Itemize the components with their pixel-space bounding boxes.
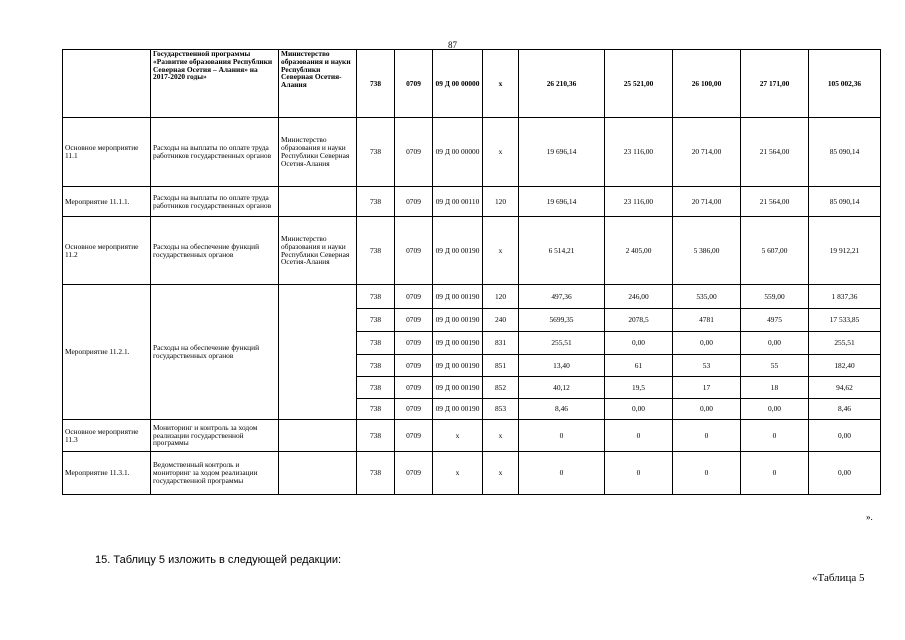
table-row [63, 187, 881, 217]
cell-event-name: Мониторинг и контроль за ходом реализации государственной программы [151, 420, 279, 452]
cell-rzpr: 0709 [395, 217, 433, 285]
cell-2017: 19 696,14 [519, 187, 605, 217]
cell-2017: 6 514,21 [519, 217, 605, 285]
cell-executor: Министерство образования и науки Республики Северная Осетия-Алания [279, 118, 357, 187]
cell-total: 85 090,14 [809, 187, 881, 217]
cell-2019: 0,00 [673, 399, 741, 420]
cell-executor [279, 187, 357, 217]
cell-vr: х [483, 50, 519, 118]
cell-event-name: Расходы на выплаты по оплате труда работников государственных органов [151, 118, 279, 187]
cell-vr: 831 [483, 332, 519, 355]
cell-vr: х [483, 118, 519, 187]
cell-2017: 255,51 [519, 332, 605, 355]
cell-total: 85 090,14 [809, 118, 881, 187]
cell-2018: 2 405,00 [605, 217, 673, 285]
cell-total: 255,51 [809, 332, 881, 355]
cell-executor [279, 420, 357, 452]
cell-grbs: 738 [357, 50, 395, 118]
cell-2018: 0,00 [605, 399, 673, 420]
cell-vr: х [483, 452, 519, 495]
cell-vr: 852 [483, 377, 519, 399]
cell-2018: 2078,5 [605, 309, 673, 332]
cell-vr: 120 [483, 187, 519, 217]
cell-grbs: 738 [357, 309, 395, 332]
cell-2019: 0 [673, 452, 741, 495]
cell-2020: 55 [741, 355, 809, 377]
cell-rzpr: 0709 [395, 399, 433, 420]
cell-2019: 17 [673, 377, 741, 399]
cell-2020: 0,00 [741, 332, 809, 355]
cell-2017: 0 [519, 420, 605, 452]
cell-2019: 20 714,00 [673, 118, 741, 187]
cell-executor [279, 452, 357, 495]
cell-rzpr: 0709 [395, 285, 433, 309]
cell-2019: 20 714,00 [673, 187, 741, 217]
cell-grbs: 738 [357, 377, 395, 399]
cell-grbs: 738 [357, 187, 395, 217]
cell-2019: 0 [673, 420, 741, 452]
cell-grbs: 738 [357, 420, 395, 452]
cell-csr: 09 Д 00 00190 [433, 217, 483, 285]
cell-2020: 0 [741, 452, 809, 495]
cell-executor: Министерство образования и науки Республики Северная Осетия-Алания [279, 50, 357, 118]
cell-event-name: Ведомственный контроль и мониторинг за ходом реализации государственной программы [151, 452, 279, 495]
cell-csr: х [433, 420, 483, 452]
cell-total: 0,00 [809, 452, 881, 495]
cell-2019: 0,00 [673, 332, 741, 355]
cell-csr: 09 Д 00 00190 [433, 377, 483, 399]
cell-status: Основное мероприятие 11.1 [63, 118, 151, 187]
cell-2020: 21 564,00 [741, 187, 809, 217]
cell-2019: 5 386,00 [673, 217, 741, 285]
cell-grbs: 738 [357, 118, 395, 187]
cell-2020: 0,00 [741, 399, 809, 420]
cell-grbs: 738 [357, 217, 395, 285]
cell-2019: 535,00 [673, 285, 741, 309]
cell-vr: 851 [483, 355, 519, 377]
cell-2017: 40,12 [519, 377, 605, 399]
cell-rzpr: 0709 [395, 187, 433, 217]
cell-2018: 25 521,00 [605, 50, 673, 118]
cell-rzpr: 0709 [395, 377, 433, 399]
cell-2018: 0 [605, 420, 673, 452]
cell-2020: 18 [741, 377, 809, 399]
cell-grbs: 738 [357, 355, 395, 377]
cell-2020: 559,00 [741, 285, 809, 309]
cell-csr: 09 Д 00 00190 [433, 332, 483, 355]
cell-2020: 27 171,00 [741, 50, 809, 118]
amendment-text: 15. Таблицу 5 изложить в следующей редакции: [95, 554, 342, 566]
cell-grbs: 738 [357, 285, 395, 309]
cell-2017: 8,46 [519, 399, 605, 420]
closing-quote: ». [866, 512, 873, 522]
cell-2017: 26 210,36 [519, 50, 605, 118]
cell-grbs: 738 [357, 332, 395, 355]
cell-2019: 53 [673, 355, 741, 377]
cell-2020: 4975 [741, 309, 809, 332]
cell-2020: 0 [741, 420, 809, 452]
cell-total: 105 002,36 [809, 50, 881, 118]
cell-status: Мероприятие 11.3.1. [63, 452, 151, 495]
cell-2018: 23 116,00 [605, 187, 673, 217]
cell-2018: 61 [605, 355, 673, 377]
cell-vr: 120 [483, 285, 519, 309]
cell-vr: х [483, 420, 519, 452]
cell-total: 17 533,85 [809, 309, 881, 332]
table-row [63, 118, 881, 187]
cell-2017: 13,40 [519, 355, 605, 377]
table-row-program [63, 50, 881, 118]
cell-csr: 09 Д 00 00190 [433, 309, 483, 332]
cell-2020: 21 564,00 [741, 118, 809, 187]
cell-2019: 4781 [673, 309, 741, 332]
cell-2017: 0 [519, 452, 605, 495]
cell-2017: 497,36 [519, 285, 605, 309]
cell-rzpr: 0709 [395, 332, 433, 355]
cell-2018: 19,5 [605, 377, 673, 399]
cell-2018: 0,00 [605, 332, 673, 355]
cell-2019: 26 100,00 [673, 50, 741, 118]
cell-total: 19 912,21 [809, 217, 881, 285]
cell-status: Основное мероприятие 11.3 [63, 420, 151, 452]
cell-2020: 5 607,00 [741, 217, 809, 285]
cell-grbs: 738 [357, 399, 395, 420]
page-number: 87 [448, 40, 457, 50]
cell-csr: 09 Д 00 00000 [433, 118, 483, 187]
cell-rzpr: 0709 [395, 420, 433, 452]
cell-grbs: 738 [357, 452, 395, 495]
cell-executor [279, 285, 357, 420]
cell-csr: 09 Д 00 00000 [433, 50, 483, 118]
cell-csr: 09 Д 00 00190 [433, 355, 483, 377]
cell-rzpr: 0709 [395, 355, 433, 377]
cell-2018: 23 116,00 [605, 118, 673, 187]
cell-rzpr: 0709 [395, 118, 433, 187]
cell-total: 182,40 [809, 355, 881, 377]
budget-table [62, 49, 881, 495]
cell-event-name: Расходы на обеспечение функций государственных органов [151, 217, 279, 285]
cell-csr: 09 Д 00 00110 [433, 187, 483, 217]
table-row [63, 452, 881, 495]
cell-status: Основное мероприятие 11.2 [63, 217, 151, 285]
cell-rzpr: 0709 [395, 309, 433, 332]
cell-csr: х [433, 452, 483, 495]
cell-csr: 09 Д 00 00190 [433, 285, 483, 309]
cell-vr: 853 [483, 399, 519, 420]
cell-program-name: Государственной программы «Развитие образования Республики Северная Осетия – Алания» на 2017-2020 годы» [151, 50, 279, 118]
cell-total: 0,00 [809, 420, 881, 452]
cell-status: Мероприятие 11.2.1. [63, 285, 151, 420]
budget-table-body [63, 50, 881, 495]
cell-total: 8,46 [809, 399, 881, 420]
table-row [63, 217, 881, 285]
cell-event-name: Расходы на обеспечение функций государственных органов [151, 285, 279, 420]
table-row [63, 285, 881, 309]
cell-2017: 19 696,14 [519, 118, 605, 187]
cell-total: 1 837,36 [809, 285, 881, 309]
cell-vr: х [483, 217, 519, 285]
cell-2018: 0 [605, 452, 673, 495]
cell-executor: Министерство образования и науки Республики Северная Осетия-Алания [279, 217, 357, 285]
cell-rzpr: 0709 [395, 50, 433, 118]
cell-csr: 09 Д 00 00190 [433, 399, 483, 420]
cell-rzpr: 0709 [395, 452, 433, 495]
cell-vr: 240 [483, 309, 519, 332]
cell-event-name: Расходы на выплаты по оплате труда работников государственных органов [151, 187, 279, 217]
next-table-caption: «Таблица 5 [812, 572, 865, 584]
cell-status [63, 50, 151, 118]
cell-2018: 246,00 [605, 285, 673, 309]
cell-total: 94,62 [809, 377, 881, 399]
cell-2017: 5699,35 [519, 309, 605, 332]
cell-status: Мероприятие 11.1.1. [63, 187, 151, 217]
table-row [63, 420, 881, 452]
